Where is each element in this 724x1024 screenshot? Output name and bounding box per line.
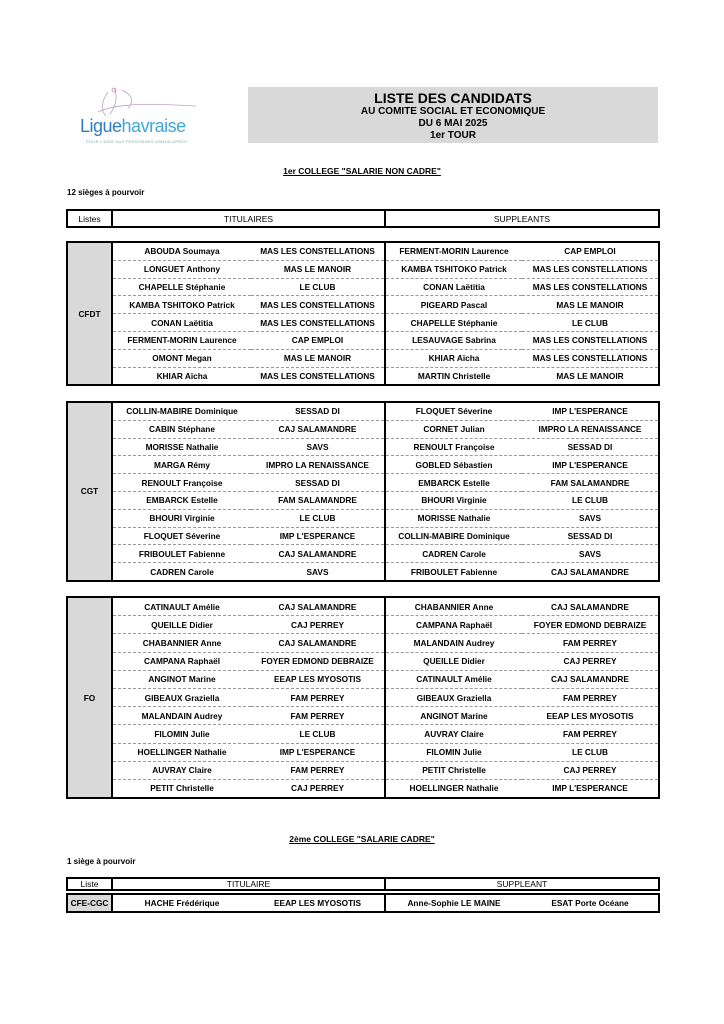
suppleant-name: MORISSE Nathalie [385,509,522,527]
titulaire-name: MORISSE Nathalie [112,438,251,456]
table-row [67,894,659,912]
suppleant-name: QUEILLE Didier [385,652,522,670]
suppleant-establishment: FAM PERREY [522,725,659,743]
suppleant-name: AUVRAY Claire [385,725,522,743]
suppleant-name: CORNET Julian [385,420,522,438]
titulaire-establishment: FAM PERREY [251,688,385,706]
titulaire-establishment: FAM PERREY [251,707,385,725]
college1-header-table [66,209,660,228]
suppleant-establishment: IMP L'ESPERANCE [552,783,628,794]
suppleant-establishment: CAJ PERREY [522,652,659,670]
suppleant-name: HOELLINGER Nathalie [409,783,499,794]
titulaire-establishment: MAS LE MANOIR [251,349,385,367]
titulaire-name: OMONT Megan [112,349,251,367]
titulaire-establishment: LE CLUB [251,278,385,296]
titulaire-establishment: CAJ SALAMANDRE [251,420,385,438]
suppleant-establishment: SESSAD DI [522,438,659,456]
college2-header-row [67,878,659,890]
table-row [67,420,659,438]
suppleant-establishment: MAS LE MANOIR [522,296,659,314]
table-row [67,242,659,260]
suppleant-establishment: CAJ SALAMANDRE [522,670,659,688]
titulaire-establishment: LE CLUB [251,725,385,743]
table-row [67,509,659,527]
table-row [67,278,659,296]
titulaire-establishment: MAS LES CONSTELLATIONS [251,296,385,314]
titulaire-establishment: CAP EMPLOI [251,331,385,349]
suppleant-name: KHIAR Aïcha [385,349,522,367]
suppleant-name: FERMENT-MORIN Laurence [385,242,522,260]
suppleant-name: CONAN Laëtitia [385,278,522,296]
table-row [67,652,659,670]
titulaire-establishment: IMP L'ESPERANCE [251,743,385,761]
suppleant-establishment: FAM PERREY [522,634,659,652]
suppleant-establishment: IMPRO LA RENAISSANCE [522,420,659,438]
titulaire-name: HACHE Frédérique [144,898,220,908]
suppleant-name: FLOQUET Séverine [385,402,522,420]
college1-group-table-cgt [66,401,660,582]
logo-text-havraise: havraise [121,116,186,136]
logo-tagline: POUR L'AIDE AUX PERSONNES HANDICAPÉES [86,139,188,144]
suppleant-name: GIBEAUX Graziella [385,688,522,706]
titulaire-establishment: SAVS [251,438,385,456]
titulaire-name: RENOULT Françoise [112,474,251,492]
titulaire-name: CHAPELLE Stéphanie [112,278,251,296]
suppleant-establishment: SAVS [522,545,659,563]
table-row [67,491,659,509]
suppleant-name: EMBARCK Estelle [385,474,522,492]
titulaire-name: ANGINOT Marine [112,670,251,688]
titulaire-establishment: LE CLUB [251,509,385,527]
titulaire-name: FRIBOULET Fabienne [112,545,251,563]
titulaire-name: MARGA Rémy [112,456,251,474]
college2-header-table [66,877,660,891]
suppleant-establishment: MAS LES CONSTELLATIONS [522,260,659,278]
subtitle-date: DU 6 MAI 2025 [418,118,488,129]
suppleant-name: BHOURI Virginie [385,491,522,509]
college2-group-table-cfe-cgc [66,893,660,913]
suppleant-name: Anne-Sophie LE MAINE [407,898,501,908]
titulaire-establishment: FAM SALAMANDRE [251,491,385,509]
table-row [67,563,659,581]
titulaire-name: BHOURI Virginie [112,509,251,527]
titulaire-name: CONAN Laëtitia [112,314,251,332]
titulaire-establishment: SESSAD DI [251,402,385,420]
table-row [67,296,659,314]
titulaire-establishment: CAJ SALAMANDRE [251,545,385,563]
subtitle-committee: AU COMITE SOCIAL ET ECONOMIQUE [360,106,546,117]
titulaire-name: LONGUET Anthony [112,260,251,278]
titulaire-name: COLLIN-MABIRE Dominique [112,402,251,420]
college1-seats: 12 sièges à pourvoir [67,188,145,197]
titulaire-establishment: CAJ PERREY [251,616,385,634]
titulaire-name: FILOMIN Julie [112,725,251,743]
college1-group-table-cfdt [66,241,660,386]
subtitle-round: 1er TOUR [430,130,476,141]
suppleant-name: MARTIN Christelle [417,370,491,381]
suppleant-name: RENOULT Françoise [385,438,522,456]
college2-title: 2ème COLLEGE "SALARIE CADRE" [289,834,435,844]
titulaire-establishment: EEAP LES MYOSOTIS [251,894,385,912]
suppleant-establishment: SAVS [522,509,659,527]
college1-title: 1er COLLEGE "SALARIE NON CADRE" [283,166,441,176]
table-row [67,545,659,563]
table-row [67,743,659,761]
suppleant-establishment: CAJ PERREY [522,761,659,779]
college1-header-titulaires: TITULAIRES [112,210,385,227]
suppleant-establishment: FAM SALAMANDRE [522,474,659,492]
suppleant-establishment: CAJ SALAMANDRE [551,566,629,577]
suppleant-establishment: FAM PERREY [522,688,659,706]
titulaire-name: HOELLINGER Nathalie [112,743,251,761]
table-row [67,260,659,278]
suppleant-establishment: CAP EMPLOI [522,242,659,260]
title-box [248,87,658,143]
table-row [67,349,659,367]
titulaire-establishment: CAJ SALAMANDRE [251,634,385,652]
titulaire-establishment: IMP L'ESPERANCE [251,527,385,545]
titulaire-name: MALANDAIN Audrey [112,707,251,725]
titulaire-establishment: FAM PERREY [251,761,385,779]
titulaire-name: CADREN Carole [150,566,214,577]
suppleant-name: KAMBA TSHITOKO Patrick [385,260,522,278]
titulaire-name: GIBEAUX Graziella [112,688,251,706]
titulaire-name: ABOUDA Soumaya [112,242,251,260]
table-row [67,456,659,474]
titulaire-name: KAMBA TSHITOKO Patrick [112,296,251,314]
titulaire-establishment: FOYER EDMOND DEBRAIZE [251,652,385,670]
suppleant-establishment: SESSAD DI [522,527,659,545]
list-name: CFDT [67,242,112,385]
suppleant-name: CAMPANA Raphaël [385,616,522,634]
titulaire-name: PETIT Christelle [150,783,214,794]
suppleant-establishment: EEAP LES MYOSOTIS [522,707,659,725]
titulaire-establishment: MAS LE MANOIR [251,260,385,278]
list-name: CFE-CGC [67,894,112,912]
titulaire-establishment: MAS LES CONSTELLATIONS [251,367,385,385]
titulaire-name: KHIAR Aïcha [156,370,208,381]
table-row [67,367,659,385]
table-row [67,331,659,349]
document-title: LISTE DES CANDIDATS [374,90,532,106]
table-row [67,527,659,545]
suppleant-establishment: LE CLUB [522,743,659,761]
titulaire-establishment: CAJ PERREY [251,779,385,798]
table-row [67,725,659,743]
titulaire-name: QUEILLE Didier [112,616,251,634]
suppleant-name: CHABANNIER Anne [385,597,522,616]
suppleant-establishment: MAS LES CONSTELLATIONS [522,278,659,296]
table-row [67,314,659,332]
college2-seats: 1 siège à pourvoir [67,857,136,866]
logo-text-ligue: Ligue [80,116,122,136]
titulaire-name: CABIN Stéphane [112,420,251,438]
table-row [67,438,659,456]
titulaire-name: FLOQUET Séverine [112,527,251,545]
suppleant-name: CATINAULT Amélie [385,670,522,688]
suppleant-name: CHAPELLE Stéphanie [385,314,522,332]
college1-header-list: Listes [67,210,112,227]
suppleant-establishment: CAJ SALAMANDRE [522,597,659,616]
suppleant-establishment: IMP L'ESPERANCE [522,456,659,474]
suppleant-name: CADREN Carole [385,545,522,563]
suppleant-establishment: FOYER EDMOND DEBRAIZE [522,616,659,634]
titulaire-name: CHABANNIER Anne [112,634,251,652]
table-row [67,688,659,706]
suppleant-establishment: IMP L'ESPERANCE [522,402,659,420]
titulaire-name: CAMPANA Raphaël [112,652,251,670]
table-row [67,634,659,652]
titulaire-establishment: SAVS [251,563,385,581]
suppleant-name: GOBLED Sébastien [385,456,522,474]
suppleant-establishment: MAS LE MANOIR [556,370,624,381]
list-name: CGT [67,402,112,581]
college2-header-list: Liste [67,878,112,890]
suppleant-establishment: LE CLUB [522,314,659,332]
suppleant-establishment: ESAT Porte Océane [551,898,629,908]
suppleant-name: FILOMIN Julie [385,743,522,761]
ligue-havraise-logo [78,82,208,150]
suppleant-name: MALANDAIN Audrey [385,634,522,652]
logo-wordmark [80,116,186,137]
suppleant-name: PIGEARD Pascal [385,296,522,314]
table-row [67,779,659,798]
suppleant-establishment: MAS LES CONSTELLATIONS [522,349,659,367]
titulaire-name: CATINAULT Amélie [112,597,251,616]
titulaire-name: FERMENT-MORIN Laurence [112,331,251,349]
college1-header-suppleants: SUPPLEANTS [493,213,551,224]
titulaire-establishment: EEAP LES MYOSOTIS [251,670,385,688]
suppleant-establishment: MAS LES CONSTELLATIONS [522,331,659,349]
table-row [67,761,659,779]
titulaire-establishment: SESSAD DI [251,474,385,492]
table-row [67,616,659,634]
suppleant-name: FRIBOULET Fabienne [410,566,498,577]
suppleant-name: LESAUVAGE Sabrina [385,331,522,349]
college1-header-row [67,210,659,227]
table-row [67,597,659,616]
college2-header-titulaires: TITULAIRE [112,878,385,890]
suppleant-establishment: LE CLUB [522,491,659,509]
table-row [67,474,659,492]
titulaire-establishment: CAJ SALAMANDRE [251,597,385,616]
suppleant-name: PETIT Christelle [385,761,522,779]
college1-group-table-fo [66,596,660,799]
titulaire-name: EMBARCK Estelle [112,491,251,509]
college2-header-suppleants: SUPPLEANT [496,879,548,889]
table-row [67,707,659,725]
suppleant-name: COLLIN-MABIRE Dominique [385,527,522,545]
table-row [67,402,659,420]
table-row [67,670,659,688]
titulaire-establishment: IMPRO LA RENAISSANCE [251,456,385,474]
titulaire-establishment: MAS LES CONSTELLATIONS [251,242,385,260]
titulaire-name: AUVRAY Claire [112,761,251,779]
titulaire-establishment: MAS LES CONSTELLATIONS [251,314,385,332]
list-name: FO [67,597,112,798]
suppleant-name: ANGINOT Marine [385,707,522,725]
